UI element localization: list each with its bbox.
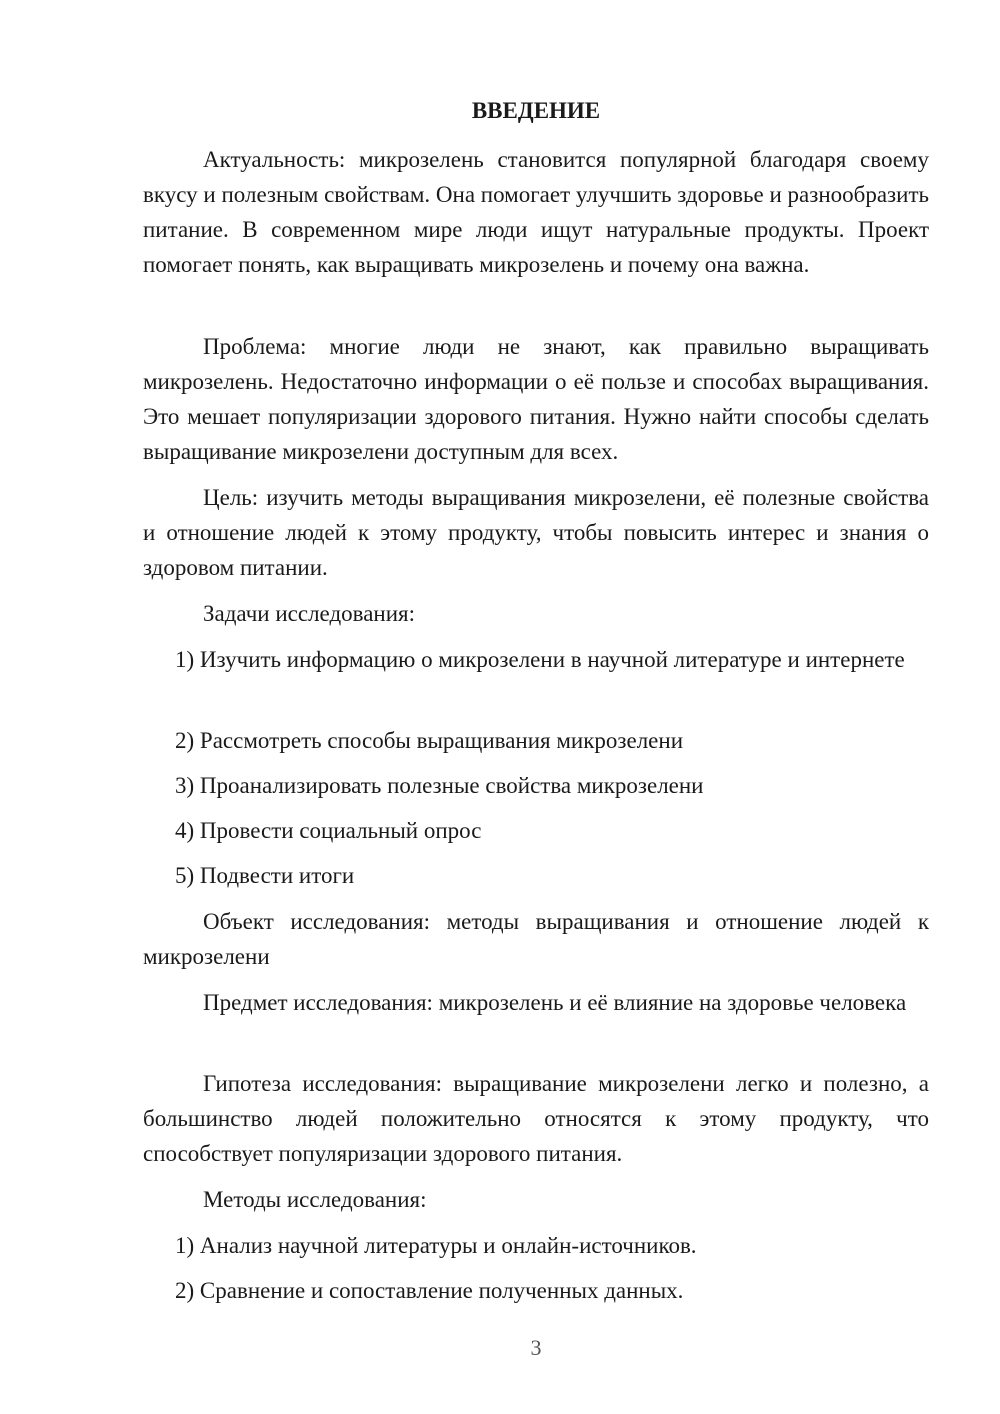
section-title: ВВЕДЕНИЕ <box>471 98 601 123</box>
method-item-1: 1) Анализ научной литературы и онлайн-источников. <box>175 1233 697 1258</box>
task-item-1: 1) Изучить информацию о микрозелени в научной литературе и интернете <box>175 647 905 672</box>
object-paragraph: Объект исследования: методы выращивания и отношение людей к микрозелени <box>143 909 929 969</box>
goal-paragraph: Цель: изучить методы выращивания микрозелени, её полезные свойства и отношение людей к этому продукту, чтобы повысить интерес и знания о здоровом питании. <box>143 485 929 580</box>
task-item-3: 3) Проанализировать полезные свойства микрозелени <box>175 773 704 798</box>
page-number: 3 <box>530 1335 542 1360</box>
task-item-4: 4) Провести социальный опрос <box>175 818 482 843</box>
task-item-5: 5) Подвести итоги <box>175 863 355 888</box>
tasks-heading: Задачи исследования: <box>203 601 416 626</box>
methods-heading: Методы исследования: <box>203 1187 427 1212</box>
hypothesis-paragraph: Гипотеза исследования: выращивание микрозелени легко и полезно, а большинство людей положительно относятся к этому продукту, что способствует популяризации здорового питания. <box>143 1071 929 1166</box>
problem-paragraph: Проблема: многие люди не знают, как правильно выращивать микрозелень. Недостаточно информации о её пользе и способах выращивания. Это мешает популяризации здорового питания. Нужно найти способы сделать выращивание микрозелени доступным для всех. <box>143 334 929 464</box>
subject-paragraph: Предмет исследования: микрозелень и её влияние на здоровье человека <box>203 990 907 1015</box>
task-item-2: 2) Рассмотреть способы выращивания микрозелени <box>175 728 683 753</box>
relevance-paragraph: Актуальность: микрозелень становится популярной благодаря своему вкусу и полезным свойствам. Она помогает улучшить здоровье и разнообразить питание. В современном мире люди ищут натуральные продукты. Проект помогает понять, как выращивать микрозелень и почему она важна. <box>143 147 929 277</box>
method-item-2: 2) Сравнение и сопоставление полученных данных. <box>175 1278 684 1303</box>
